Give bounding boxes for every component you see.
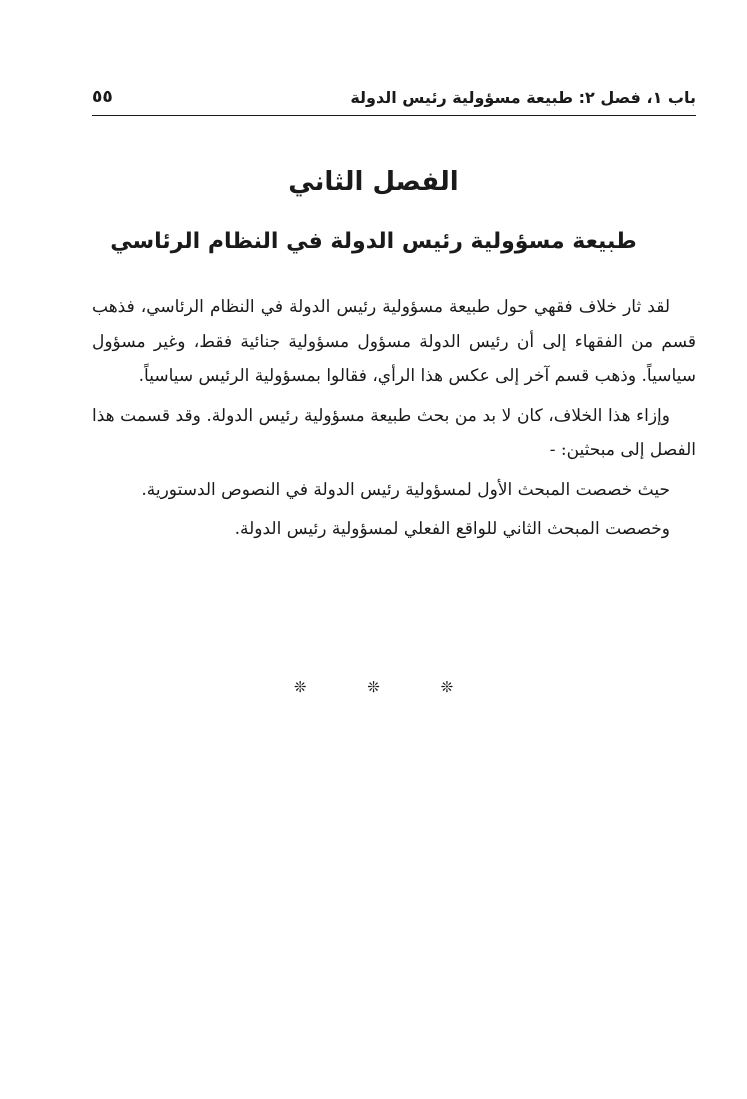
chapter-title: الفصل الثاني: [288, 167, 459, 197]
running-head: [92, 82, 696, 112]
chapter-subtitle: طبيعة مسؤولية رئيس الدولة في النظام الرئاسي: [110, 229, 637, 254]
header-divider: [92, 115, 696, 116]
asterism-icon: ❊: [367, 678, 380, 696]
body-text: [92, 290, 696, 552]
page-number: ٥٥: [92, 87, 113, 107]
asterism-icon: ❊: [293, 678, 307, 696]
section-end-ornament: [0, 678, 747, 696]
paragraph-division: وإزاء هذا الخلاف، كان لا بد من بحث طبيعة مسؤولية رئيس الدولة. وقد قسمت هذا الفصل إلى مبحثين: -: [92, 405, 696, 460]
paragraph-second-section: وخصصت المبحث الثاني للواقع الفعلي لمسؤولية رئيس الدولة.: [234, 519, 670, 539]
asterism-icon: ❊: [440, 678, 454, 696]
paragraph-first-section: حيث خصصت المبحث الأول لمسؤولية رئيس الدولة في النصوص الدستورية.: [141, 479, 670, 500]
paragraph-intro: لقد ثار خلاف فقهي حول طبيعة مسؤولية رئيس الدولة في النظام الرئاسي، فذهب قسم من الفقهاء إلى أن رئيس الدولة مسؤول مسؤولية جنائية فقط، وغير مسؤول سياسياً. وذهب قسم آخر إلى عكس هذا الرأي، فقالوا بمسؤولية الرئيس سياسياً.: [92, 297, 696, 386]
running-head-title: باب ١، فصل ٢: طبيعة مسؤولية رئيس الدولة: [350, 87, 696, 107]
